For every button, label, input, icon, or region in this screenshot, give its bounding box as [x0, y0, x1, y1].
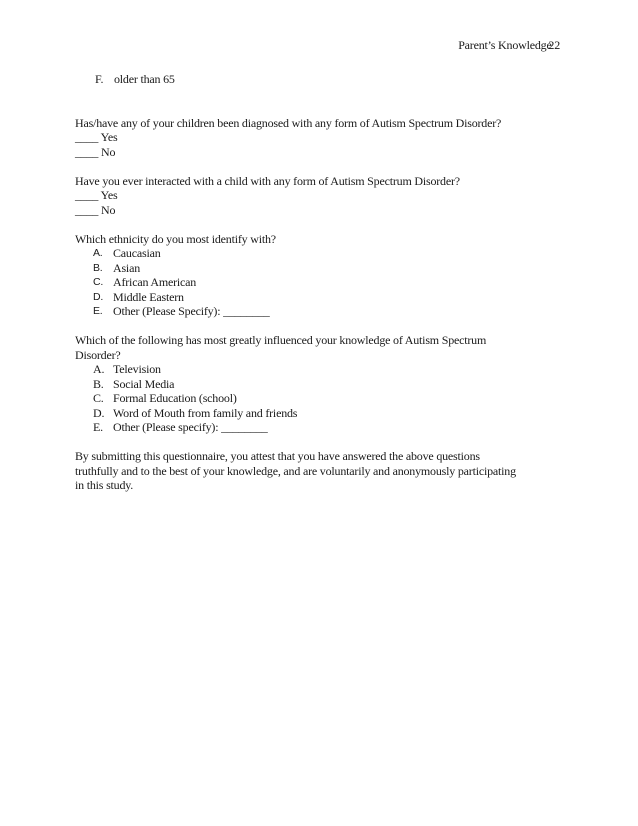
answer-no [75, 145, 565, 160]
answer-blank: ____ [75, 144, 99, 159]
option-letter: F. [95, 72, 104, 86]
question-text-continued: Disorder? [75, 347, 121, 362]
option-letter: C. [93, 391, 104, 405]
option-text: Other (Please Specify): ________ [113, 304, 270, 318]
list-item [93, 377, 565, 392]
option-letter: D. [93, 290, 104, 303]
option-letter: E. [93, 420, 103, 434]
option-text: African American [113, 275, 197, 289]
running-header-title: Parent’s Knowledge [458, 38, 552, 52]
answer-label: No [101, 202, 116, 217]
option-text: Other (Please specify): ________ [113, 420, 268, 434]
question-diagnosed [75, 116, 565, 160]
option-letter: B. [93, 261, 103, 274]
option-text: Asian [113, 260, 140, 275]
list-item [93, 261, 565, 276]
option-text: Word of Mouth from family and friends [113, 405, 298, 420]
closing-line: in this study. [75, 478, 134, 492]
answer-yes [75, 188, 565, 203]
list-item [93, 391, 565, 406]
answer-label: Yes [100, 130, 118, 144]
ethnicity-options [75, 246, 565, 319]
document-body [75, 72, 565, 493]
closing-statement [75, 449, 565, 493]
answer-label: Yes [100, 188, 118, 202]
question-interacted [75, 174, 565, 218]
question-text: Has/have any of your children been diagnosed with any form of Autism Spectrum Disorder? [75, 115, 502, 130]
option-text: Caucasian [113, 246, 161, 260]
option-text: Social Media [113, 376, 175, 391]
answer-blank: ____ [75, 188, 99, 202]
list-item [93, 246, 565, 261]
option-letter: C. [93, 276, 104, 288]
option-text: Formal Education (school) [113, 391, 237, 405]
list-item [93, 406, 565, 421]
option-letter: D. [93, 405, 105, 420]
option-letter: E. [93, 305, 103, 317]
option-text: Middle Eastern [113, 289, 184, 304]
question-influence [75, 333, 565, 435]
closing-line: truthfully and to the best of your knowledge, and are voluntarily and anonymously participating [75, 463, 516, 478]
list-item [93, 304, 565, 319]
list-item [93, 420, 565, 435]
closing-line: By submitting this questionnaire, you attest that you have answered the above questions [75, 449, 480, 463]
option-letter: A. [93, 247, 103, 259]
page-number: 22 [548, 38, 560, 52]
question-text: Which ethnicity do you most identify with? [75, 231, 276, 246]
option-text: Television [113, 362, 161, 376]
answer-yes [75, 130, 565, 145]
question-text: Which of the following has most greatly influenced your knowledge of Autism Spectrum [75, 333, 487, 347]
list-item [93, 275, 565, 290]
answer-label: No [101, 144, 116, 159]
list-item [93, 362, 565, 377]
answer-blank: ____ [75, 202, 99, 217]
option-letter: A. [93, 362, 105, 376]
running-header [458, 38, 566, 53]
option-letter: B. [93, 376, 104, 391]
answer-no [75, 203, 565, 218]
age-option-f [75, 72, 565, 87]
question-text: Have you ever interacted with a child with any form of Autism Spectrum Disorder? [75, 173, 460, 188]
list-item [93, 290, 565, 305]
influence-options [75, 362, 565, 435]
option-text: older than 65 [114, 72, 175, 86]
question-ethnicity [75, 232, 565, 319]
answer-blank: ____ [75, 130, 99, 144]
